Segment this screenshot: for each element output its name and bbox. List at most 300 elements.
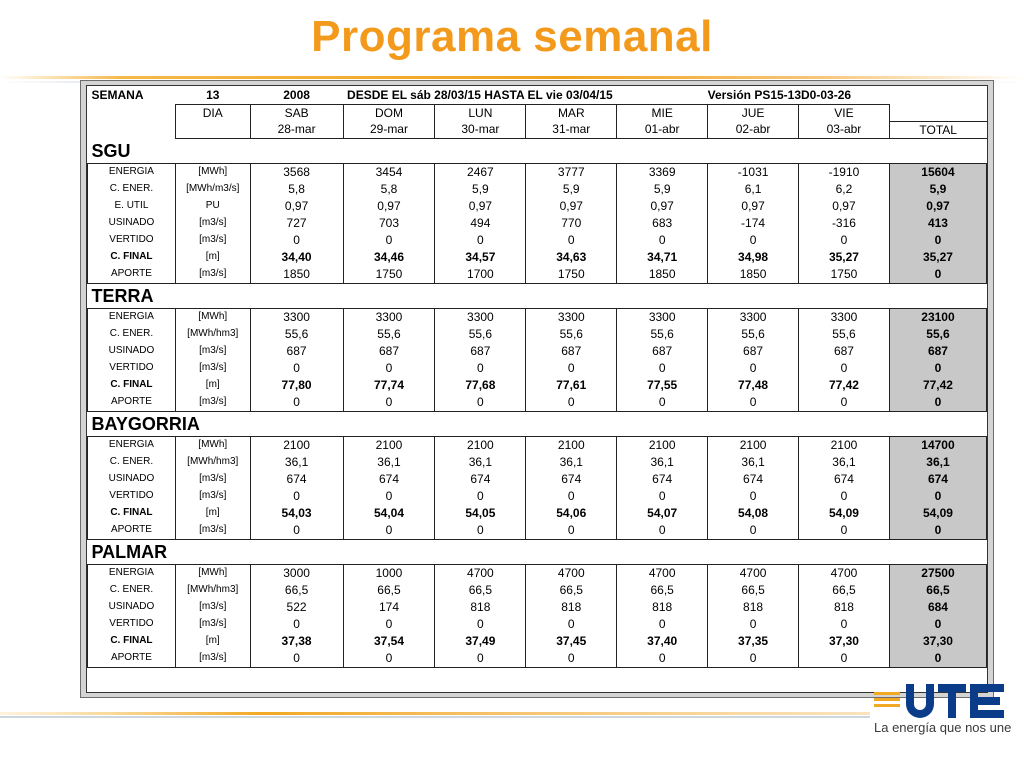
- row-unit: PU: [175, 198, 250, 215]
- total-value: 23100: [889, 308, 986, 326]
- day-value: 0: [435, 232, 526, 249]
- header-row: [88, 86, 987, 105]
- day-value: 5,9: [617, 181, 708, 198]
- day-value: 4700: [435, 564, 526, 582]
- row-label: APORTE: [88, 394, 176, 412]
- day-value: 0: [617, 394, 708, 412]
- day-value: 0: [435, 616, 526, 633]
- section-name: BAYGORRIA: [91, 413, 200, 434]
- row-unit: [m]: [175, 249, 250, 266]
- row-label: C. ENER.: [88, 181, 176, 198]
- day-value: 54,09: [799, 505, 890, 522]
- row-label: ENERGIA: [88, 308, 176, 326]
- day-value: 35,27: [799, 249, 890, 266]
- day-value: 687: [799, 343, 890, 360]
- day-value: 0: [617, 360, 708, 377]
- row-unit: [m3/s]: [175, 650, 250, 668]
- day-value: 3000: [250, 564, 343, 582]
- row-unit: [m3/s]: [175, 522, 250, 540]
- day-value: 0: [343, 488, 435, 505]
- day-value: 2100: [617, 436, 708, 454]
- day-value: 0,97: [343, 198, 435, 215]
- total-value: 35,27: [889, 249, 986, 266]
- day-value: 0: [435, 488, 526, 505]
- total-label: TOTAL: [889, 121, 986, 138]
- day-value: 494: [435, 215, 526, 232]
- row-unit: [m3/s]: [175, 232, 250, 249]
- total-value: 5,9: [889, 181, 986, 198]
- day-value: 3300: [708, 308, 799, 326]
- day-value: 0: [526, 522, 617, 540]
- day-value: 683: [617, 215, 708, 232]
- day-value: 3300: [526, 308, 617, 326]
- row-unit: [MWh]: [175, 163, 250, 181]
- day-value: 37,45: [526, 633, 617, 650]
- day-value: 2467: [435, 163, 526, 181]
- day-value: 674: [617, 471, 708, 488]
- day-value: 818: [799, 599, 890, 616]
- day-value: 0: [435, 522, 526, 540]
- table-row: [88, 308, 987, 326]
- row-label: C. ENER.: [88, 454, 176, 471]
- day-value: 36,1: [708, 454, 799, 471]
- day-value: 0: [799, 522, 890, 540]
- day-value: 4700: [526, 564, 617, 582]
- day-value: 66,5: [708, 582, 799, 599]
- day-value: 0: [617, 232, 708, 249]
- table-row: [88, 616, 987, 633]
- day-value: 522: [250, 599, 343, 616]
- day-value: 0: [708, 488, 799, 505]
- day-value: 0: [708, 650, 799, 668]
- day-value: 0: [799, 650, 890, 668]
- day-value: 687: [435, 343, 526, 360]
- day-value: 77,48: [708, 377, 799, 394]
- day-value: 674: [435, 471, 526, 488]
- day-value: 77,61: [526, 377, 617, 394]
- day-value: 0,97: [708, 198, 799, 215]
- row-unit: [m3/s]: [175, 343, 250, 360]
- row-label: ENERGIA: [88, 436, 176, 454]
- total-value: 687: [889, 343, 986, 360]
- table-row: [88, 377, 987, 394]
- day-date: 01-abr: [617, 121, 708, 138]
- table-row: [88, 163, 987, 181]
- day-value: 687: [708, 343, 799, 360]
- day-value: 770: [526, 215, 617, 232]
- day-value: 687: [250, 343, 343, 360]
- day-value: 55,6: [526, 326, 617, 343]
- row-unit: [m3/s]: [175, 394, 250, 412]
- day-value: 37,49: [435, 633, 526, 650]
- day-value: 0: [526, 650, 617, 668]
- section-header-row: [88, 411, 987, 436]
- row-label: USINADO: [88, 599, 176, 616]
- total-value: 413: [889, 215, 986, 232]
- table-row: [88, 394, 987, 412]
- day-value: 37,35: [708, 633, 799, 650]
- day-value: 0: [250, 616, 343, 633]
- day-value: 5,8: [343, 181, 435, 198]
- row-label: USINADO: [88, 343, 176, 360]
- day-value: 0: [708, 616, 799, 633]
- row-label: ENERGIA: [88, 163, 176, 181]
- day-value: 4700: [799, 564, 890, 582]
- day-value: 36,1: [343, 454, 435, 471]
- table-row: [88, 198, 987, 215]
- slogan: La energía que nos une: [874, 720, 1012, 735]
- day-value: 0: [526, 616, 617, 633]
- row-unit: [MWh/hm3]: [175, 326, 250, 343]
- day-value: 37,54: [343, 633, 435, 650]
- day-value: 34,98: [708, 249, 799, 266]
- row-unit: [m3/s]: [175, 471, 250, 488]
- day-value: 77,55: [617, 377, 708, 394]
- day-value: -316: [799, 215, 890, 232]
- row-label: C. ENER.: [88, 326, 176, 343]
- day-value: 0: [343, 360, 435, 377]
- day-value: 36,1: [799, 454, 890, 471]
- day-value: 818: [617, 599, 708, 616]
- day-value: -1031: [708, 163, 799, 181]
- total-value: 0: [889, 394, 986, 412]
- day-value: 77,74: [343, 377, 435, 394]
- day-value: 54,05: [435, 505, 526, 522]
- day-value: 0,97: [526, 198, 617, 215]
- row-unit: [m3/s]: [175, 215, 250, 232]
- total-value: 0,97: [889, 198, 986, 215]
- page-title: Programa semanal: [311, 12, 713, 61]
- day-value: 687: [343, 343, 435, 360]
- day-value: 2100: [435, 436, 526, 454]
- table-row: [88, 582, 987, 599]
- day-value: 66,5: [250, 582, 343, 599]
- day-value: 0: [708, 232, 799, 249]
- day-name: JUE: [708, 105, 799, 122]
- day-value: 54,08: [708, 505, 799, 522]
- day-value: 0: [799, 232, 890, 249]
- day-value: 0: [708, 360, 799, 377]
- schedule-table-container: [86, 85, 988, 693]
- day-value: 818: [526, 599, 617, 616]
- day-value: 3454: [343, 163, 435, 181]
- version-label: Versión PS15-13D0-03-26: [707, 88, 852, 102]
- table-row: [88, 488, 987, 505]
- day-names-row: [88, 105, 987, 122]
- day-value: 55,6: [435, 326, 526, 343]
- table-row: [88, 454, 987, 471]
- day-value: 3300: [799, 308, 890, 326]
- total-value: 0: [889, 266, 986, 284]
- total-value: 54,09: [889, 505, 986, 522]
- weekly-schedule-table: [87, 86, 987, 668]
- day-value: 55,6: [799, 326, 890, 343]
- row-label: C. FINAL: [88, 505, 176, 522]
- total-value: 684: [889, 599, 986, 616]
- day-value: 54,04: [343, 505, 435, 522]
- day-date: 02-abr: [708, 121, 799, 138]
- day-value: 674: [250, 471, 343, 488]
- section-name: PALMAR: [91, 541, 168, 562]
- day-value: 0: [799, 394, 890, 412]
- date-range: DESDE EL sáb 28/03/15 HASTA EL vie 03/04/15: [347, 88, 613, 102]
- table-row: [88, 232, 987, 249]
- row-label: ENERGIA: [88, 564, 176, 582]
- semana-label: SEMANA: [91, 88, 144, 103]
- row-unit: [m3/s]: [175, 266, 250, 284]
- row-label: VERTIDO: [88, 488, 176, 505]
- table-row: [88, 266, 987, 284]
- day-value: 36,1: [250, 454, 343, 471]
- total-value: 0: [889, 650, 986, 668]
- day-value: 0: [435, 360, 526, 377]
- day-value: 0: [250, 522, 343, 540]
- day-value: 34,63: [526, 249, 617, 266]
- dates-row: [88, 121, 987, 138]
- day-value: 34,40: [250, 249, 343, 266]
- day-value: -174: [708, 215, 799, 232]
- row-unit: [MWh/hm3]: [175, 582, 250, 599]
- row-label: C. FINAL: [88, 633, 176, 650]
- row-unit: [MWh]: [175, 308, 250, 326]
- day-value: 3300: [250, 308, 343, 326]
- day-value: 34,71: [617, 249, 708, 266]
- total-value: 27500: [889, 564, 986, 582]
- day-value: 0: [343, 522, 435, 540]
- table-row: [88, 471, 987, 488]
- row-label: C. FINAL: [88, 249, 176, 266]
- day-value: 36,1: [435, 454, 526, 471]
- day-value: 0: [250, 488, 343, 505]
- day-value: -1910: [799, 163, 890, 181]
- day-name: LUN: [435, 105, 526, 122]
- day-value: 0: [343, 232, 435, 249]
- day-value: 1750: [526, 266, 617, 284]
- day-value: 0: [617, 522, 708, 540]
- day-value: 0: [343, 394, 435, 412]
- day-value: 5,9: [435, 181, 526, 198]
- day-value: 674: [526, 471, 617, 488]
- day-value: 36,1: [526, 454, 617, 471]
- day-value: 0: [708, 394, 799, 412]
- day-value: 1700: [435, 266, 526, 284]
- day-value: 674: [343, 471, 435, 488]
- total-value: 36,1: [889, 454, 986, 471]
- day-value: 4700: [617, 564, 708, 582]
- day-value: 1850: [617, 266, 708, 284]
- table-row: [88, 522, 987, 540]
- day-value: 77,42: [799, 377, 890, 394]
- day-value: 3568: [250, 163, 343, 181]
- day-value: 0: [250, 394, 343, 412]
- day-value: 2100: [343, 436, 435, 454]
- day-value: 55,6: [617, 326, 708, 343]
- row-unit: [m3/s]: [175, 360, 250, 377]
- title-underline: [0, 76, 1024, 79]
- row-unit: [m3/s]: [175, 599, 250, 616]
- day-value: 77,80: [250, 377, 343, 394]
- day-name: VIE: [799, 105, 890, 122]
- day-value: 0: [435, 650, 526, 668]
- day-value: 0: [526, 232, 617, 249]
- table-row: [88, 633, 987, 650]
- day-name: DOM: [343, 105, 435, 122]
- total-value: 77,42: [889, 377, 986, 394]
- day-value: 5,8: [250, 181, 343, 198]
- day-value: 5,9: [526, 181, 617, 198]
- day-value: 34,57: [435, 249, 526, 266]
- table-row: [88, 599, 987, 616]
- row-unit: [MWh/hm3]: [175, 454, 250, 471]
- day-value: 0: [250, 232, 343, 249]
- table-row: [88, 360, 987, 377]
- row-unit: [m3/s]: [175, 488, 250, 505]
- table-row: [88, 650, 987, 668]
- table-row: [88, 564, 987, 582]
- day-value: 66,5: [435, 582, 526, 599]
- total-value: 0: [889, 488, 986, 505]
- day-value: 66,5: [617, 582, 708, 599]
- total-value: 674: [889, 471, 986, 488]
- day-value: 2100: [799, 436, 890, 454]
- day-value: 37,40: [617, 633, 708, 650]
- footer-stripe: [0, 712, 870, 718]
- section-header-row: [88, 283, 987, 308]
- day-value: 36,1: [617, 454, 708, 471]
- day-value: 674: [799, 471, 890, 488]
- day-value: 703: [343, 215, 435, 232]
- ute-logo: [872, 678, 1010, 718]
- row-label: USINADO: [88, 215, 176, 232]
- day-value: 1750: [799, 266, 890, 284]
- day-value: 0: [617, 650, 708, 668]
- dia-label: DIA: [175, 105, 250, 122]
- day-value: 687: [526, 343, 617, 360]
- day-value: 4700: [708, 564, 799, 582]
- day-value: 3369: [617, 163, 708, 181]
- day-value: 66,5: [526, 582, 617, 599]
- row-unit: [m]: [175, 633, 250, 650]
- day-value: 0: [617, 488, 708, 505]
- section-header-row: [88, 138, 987, 163]
- row-label: E. UTIL: [88, 198, 176, 215]
- day-date: 31-mar: [526, 121, 617, 138]
- day-value: 1750: [343, 266, 435, 284]
- semana-value: 13: [206, 88, 220, 102]
- day-value: 37,30: [799, 633, 890, 650]
- day-value: 54,06: [526, 505, 617, 522]
- day-value: 674: [708, 471, 799, 488]
- row-label: APORTE: [88, 266, 176, 284]
- day-value: 55,6: [250, 326, 343, 343]
- row-label: APORTE: [88, 522, 176, 540]
- day-date: 30-mar: [435, 121, 526, 138]
- day-value: 34,46: [343, 249, 435, 266]
- total-value: 15604: [889, 163, 986, 181]
- day-value: 1000: [343, 564, 435, 582]
- table-row: [88, 505, 987, 522]
- table-row: [88, 181, 987, 198]
- day-value: 1850: [708, 266, 799, 284]
- day-value: 55,6: [708, 326, 799, 343]
- day-value: 1850: [250, 266, 343, 284]
- row-unit: [m3/s]: [175, 616, 250, 633]
- day-value: 0: [250, 650, 343, 668]
- day-value: 0,97: [799, 198, 890, 215]
- total-value: 0: [889, 360, 986, 377]
- total-value: 37,30: [889, 633, 986, 650]
- day-value: 0: [526, 360, 617, 377]
- table-row: [88, 215, 987, 232]
- day-value: 818: [708, 599, 799, 616]
- day-value: 6,1: [708, 181, 799, 198]
- day-value: 0: [708, 522, 799, 540]
- section-name: SGU: [91, 140, 131, 161]
- day-value: 818: [435, 599, 526, 616]
- section-name: TERRA: [91, 285, 154, 306]
- day-value: 6,2: [799, 181, 890, 198]
- day-value: 54,07: [617, 505, 708, 522]
- day-value: 37,38: [250, 633, 343, 650]
- day-value: 3300: [435, 308, 526, 326]
- table-row: [88, 249, 987, 266]
- row-label: C. FINAL: [88, 377, 176, 394]
- day-date: 28-mar: [250, 121, 343, 138]
- day-name: SAB: [250, 105, 343, 122]
- row-label: USINADO: [88, 471, 176, 488]
- day-value: 0,97: [617, 198, 708, 215]
- day-value: 66,5: [799, 582, 890, 599]
- row-label: VERTIDO: [88, 616, 176, 633]
- day-value: 0: [526, 488, 617, 505]
- row-label: APORTE: [88, 650, 176, 668]
- day-name: MAR: [526, 105, 617, 122]
- day-value: 0: [250, 360, 343, 377]
- table-row: [88, 326, 987, 343]
- total-value: 66,5: [889, 582, 986, 599]
- day-value: 0: [799, 360, 890, 377]
- day-date: 29-mar: [343, 121, 435, 138]
- day-value: 0: [435, 394, 526, 412]
- row-label: C. ENER.: [88, 582, 176, 599]
- total-value: 0: [889, 522, 986, 540]
- day-value: 0,97: [250, 198, 343, 215]
- day-value: 0: [343, 616, 435, 633]
- total-value: 0: [889, 232, 986, 249]
- day-value: 687: [617, 343, 708, 360]
- day-date: 03-abr: [799, 121, 890, 138]
- total-value: 0: [889, 616, 986, 633]
- day-value: 3300: [617, 308, 708, 326]
- day-value: 0: [617, 616, 708, 633]
- day-value: 77,68: [435, 377, 526, 394]
- table-row: [88, 436, 987, 454]
- row-unit: [m]: [175, 377, 250, 394]
- day-value: 0: [799, 488, 890, 505]
- day-value: 66,5: [343, 582, 435, 599]
- total-value: 14700: [889, 436, 986, 454]
- row-unit: [m]: [175, 505, 250, 522]
- row-unit: [MWh/m3/s]: [175, 181, 250, 198]
- day-value: 54,03: [250, 505, 343, 522]
- day-value: 2100: [526, 436, 617, 454]
- day-value: 0,97: [435, 198, 526, 215]
- day-value: 2100: [708, 436, 799, 454]
- day-value: 3300: [343, 308, 435, 326]
- row-unit: [MWh]: [175, 564, 250, 582]
- row-label: VERTIDO: [88, 360, 176, 377]
- row-unit: [MWh]: [175, 436, 250, 454]
